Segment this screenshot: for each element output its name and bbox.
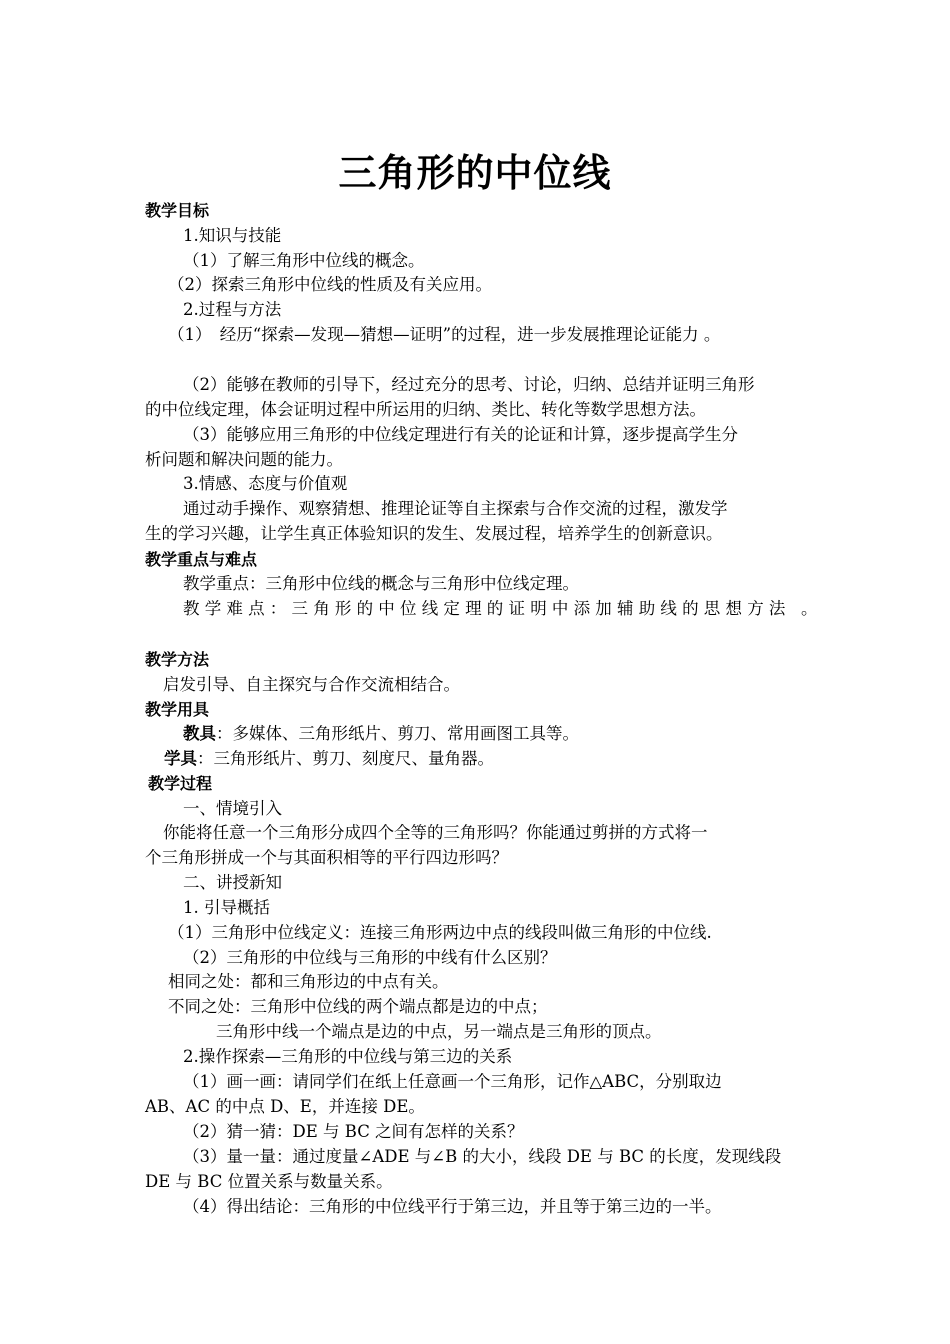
text-line: （1）三角形中位线定义：连接三角形两边中点的线段叫做三角形的中位线. <box>168 923 712 942</box>
text-line: （2）猜一猜：DE 与 BC 之间有怎样的关系？ <box>183 1122 524 1141</box>
section-heading-tools: 教学用具 <box>145 700 210 719</box>
text-line: 的中位线定理，体会证明过程中所运用的归纳、类比、转化等数学思想方法。 <box>145 400 706 419</box>
text-line: 不同之处：三角形中位线的两个端点都是边的中点； <box>168 997 548 1016</box>
text-line: （2）三角形的中位线与三角形的中线有什么区别？ <box>183 948 557 967</box>
tools-teacher-label: 教具 <box>183 724 216 743</box>
text-line: 生的学习兴趣，让学生真正体验知识的发生、发展过程，培养学生的创新意识。 <box>145 524 723 543</box>
text-line: 个三角形拼成一个与其面积相等的平行四边形吗？ <box>145 848 508 867</box>
tools-student-label: 学具 <box>164 749 197 768</box>
tools-student-line <box>164 747 494 771</box>
subsection-title-emotion: 3.情感、态度与价值观 <box>183 474 348 493</box>
document-title: 三角形的中位线 <box>338 151 612 195</box>
tools-teacher-line <box>183 722 579 746</box>
subsection-title-knowledge: 1.知识与技能 <box>183 226 282 245</box>
tools-teacher-text: ：多媒体、三角形纸片、剪刀、常用画图工具等。 <box>216 724 579 743</box>
text-line: （1）了解三角形中位线的概念。 <box>183 251 425 270</box>
text-line: AB、AC 的中点 D、E，并连接 DE。 <box>145 1097 425 1116</box>
text-line: （1） 经历“探索—发现—猜想—证明”的过程，进一步发展推理论证能力 。 <box>168 325 721 344</box>
text-line: 三角形中线一个端点是边的中点，另一端点是三角形的顶点。 <box>216 1022 662 1041</box>
text-line: （1）画一画：请同学们在纸上任意画一个三角形，记作△ABC，分别取边 <box>183 1072 722 1091</box>
text-line: （3）量一量：通过度量∠ADE 与∠B 的大小，线段 DE 与 BC 的长度，发现线段 <box>183 1147 782 1166</box>
subsection-title-guide: 1. 引导概括 <box>183 898 270 917</box>
text-line: （3）能够应用三角形的中位线定理进行有关的论证和计算，逐步提高学生分 <box>183 425 738 444</box>
subsection-title-context: 一、情境引入 <box>183 799 282 818</box>
text-line: （4）得出结论：三角形的中位线平行于第三边，并且等于第三边的一半。 <box>183 1197 722 1216</box>
text-line: 教学重点：三角形中位线的概念与三角形中位线定理。 <box>183 574 579 593</box>
subsection-title-explore: 2.操作探索—三角形的中位线与第三边的关系 <box>183 1047 513 1066</box>
text-line: 你能将任意一个三角形分成四个全等的三角形吗？你能通过剪拼的方式将一 <box>163 823 708 842</box>
text-line: 析问题和解决问题的能力。 <box>145 450 343 469</box>
text-line: 教学难点：三角形的中位线定理的证明中添加辅助线的思想方法 。 <box>183 599 823 618</box>
text-line: DE 与 BC 位置关系与数量关系。 <box>145 1172 393 1191</box>
text-line: 相同之处：都和三角形边的中点有关。 <box>168 972 449 991</box>
section-heading-process: 教学过程 <box>148 774 213 793</box>
tools-student-text: ：三角形纸片、剪刀、刻度尺、量角器。 <box>197 749 494 768</box>
text-line: 启发引导、自主探究与合作交流相结合。 <box>163 675 460 694</box>
subsection-title-new-knowledge: 二、讲授新知 <box>183 873 282 892</box>
subsection-title-process: 2.过程与方法 <box>183 300 282 319</box>
section-heading-method: 教学方法 <box>145 650 210 669</box>
text-line: 通过动手操作、观察猜想、推理论证等自主探索与合作交流的过程，激发学 <box>183 499 728 518</box>
section-heading-key-points: 教学重点与难点 <box>145 550 258 569</box>
text-line: （2）探索三角形中位线的性质及有关应用。 <box>168 275 492 294</box>
text-line: （2）能够在教师的引导下，经过充分的思考、讨论，归纳、总结并证明三角形 <box>183 375 755 394</box>
section-heading-objectives: 教学目标 <box>145 201 210 220</box>
